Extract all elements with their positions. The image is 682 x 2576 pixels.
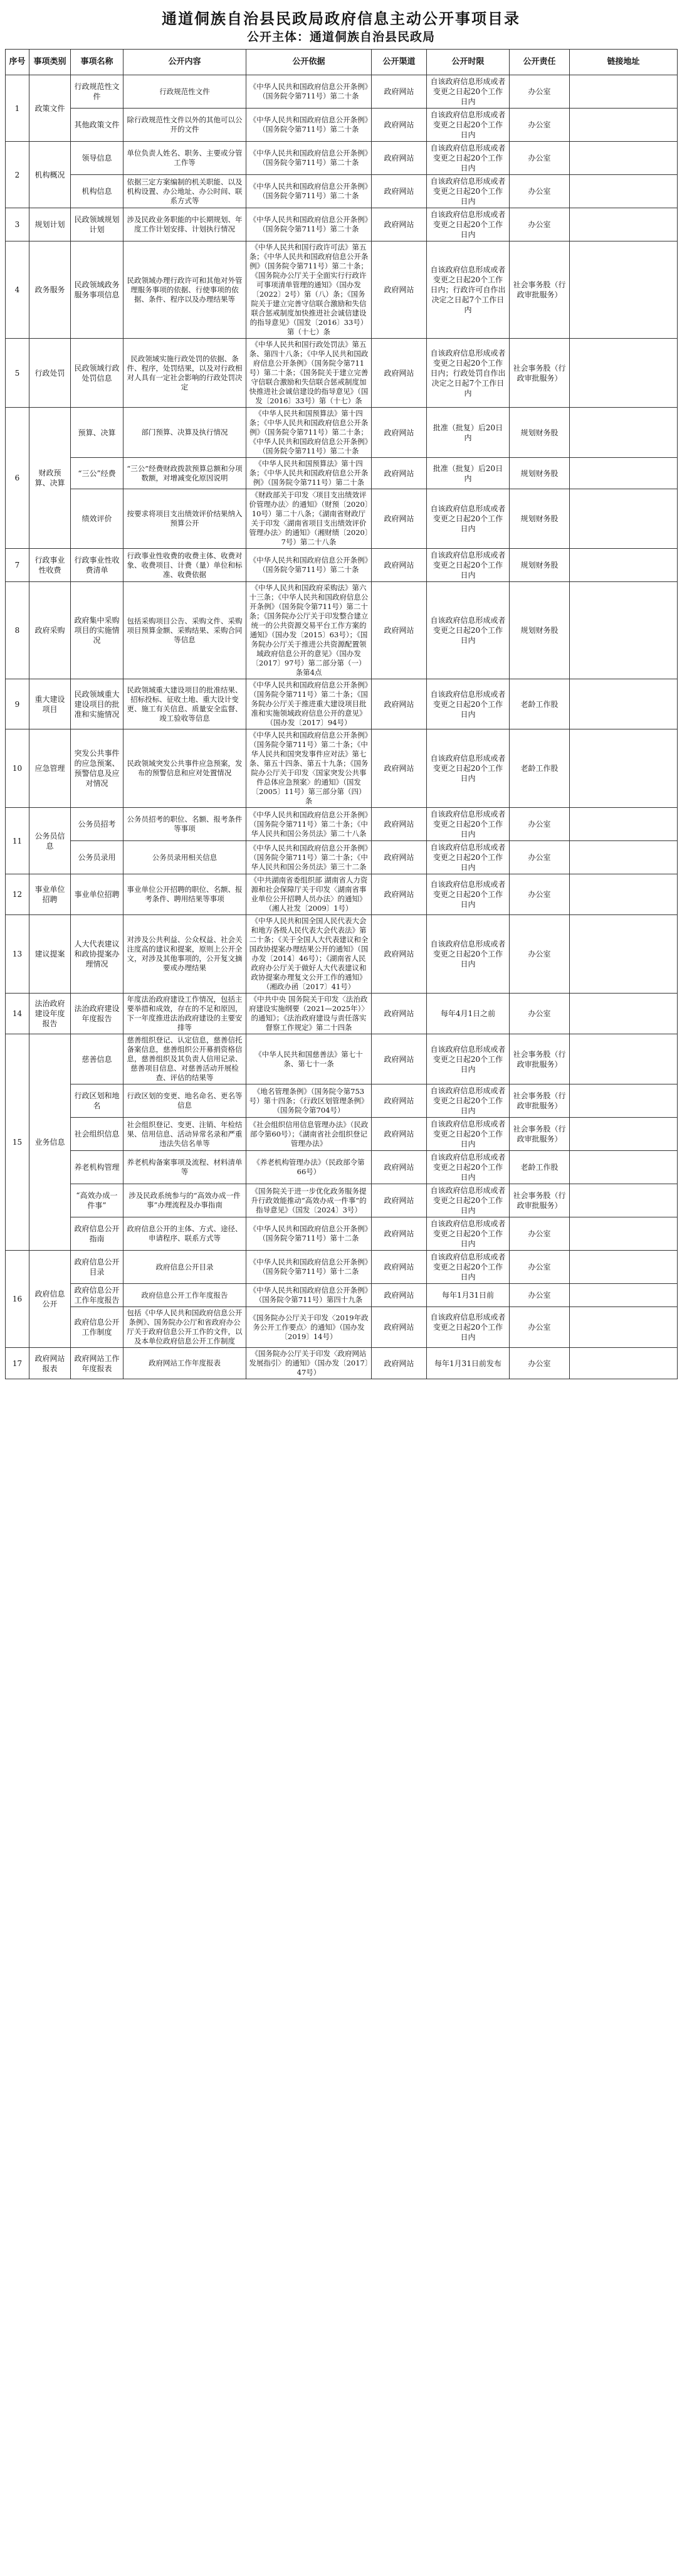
cell-channel: 政府网站	[372, 1348, 427, 1379]
cell-link[interactable]	[570, 1307, 678, 1348]
cell-basis: 《中华人民共和国政府信息公开条例》（国务院令第711号）第二十条	[246, 175, 372, 208]
cell-responsible: 规划财务股	[510, 549, 570, 582]
cell-channel: 政府网站	[372, 1151, 427, 1184]
header-channel: 公开渠道	[372, 50, 427, 75]
cell-content: 部门预算、决算及执行情况	[123, 408, 246, 458]
cell-channel: 政府网站	[372, 1217, 427, 1251]
header-link: 链接地址	[570, 50, 678, 75]
table-row	[6, 175, 678, 208]
cell-channel: 政府网站	[372, 241, 427, 339]
cell-link[interactable]	[570, 489, 678, 549]
cell-link[interactable]	[570, 808, 678, 841]
cell-timelimit: 每年1月31日前	[427, 1284, 510, 1307]
cell-content: 包括《中华人民共和国政府信息公开条例》、国务院办公厅和省政府办公厅关于政府信息公开工作的文件，以及本单位政府信息公开工作制度	[123, 1307, 246, 1348]
cell-timelimit: 自该政府信息形成或者变更之日起20个工作日内	[427, 1151, 510, 1184]
cell-category: 事业单位招聘	[29, 874, 71, 915]
cell-responsible: 社会事务股（行政审批服务）	[510, 1118, 570, 1151]
cell-channel: 政府网站	[372, 1084, 427, 1118]
cell-content: “三公”经费财政拨款预算总额和分项数额，对增减变化原因说明	[123, 458, 246, 489]
cell-category: 行政事业性收费	[29, 549, 71, 582]
cell-basis: 《中华人民共和国行政许可法》第五条；《中华人民共和国政府信息公开条例》（国务院令第711号）第二十条；《国务院办公厅关于全面实行行政许可事项清单管理的通知》（国办发〔2022〕2号）第（八）条；《国务院关于建立完善守信联合激励和失信联合惩戒制度加快推进社会诚信建设的指导意见》（国发〔2016〕33号）第（十七）条	[246, 241, 372, 339]
cell-seq: 1	[6, 75, 29, 142]
cell-responsible: 规划财务股	[510, 489, 570, 549]
cell-responsible: 办公室	[510, 994, 570, 1034]
cell-timelimit: 每年4月1日之前	[427, 994, 510, 1034]
cell-seq: 12	[6, 874, 29, 915]
table-row	[6, 208, 678, 241]
cell-timelimit: 自该政府信息形成或者变更之日起20个工作日内	[427, 679, 510, 729]
cell-responsible: 办公室	[510, 175, 570, 208]
table-row	[6, 1251, 678, 1284]
cell-link[interactable]	[570, 1217, 678, 1251]
cell-basis: 《国务院办公厅关于印发〈政府网站发展指引〉的通知》（国办发〔2017〕47号）	[246, 1348, 372, 1379]
table-row	[6, 1118, 678, 1151]
cell-link[interactable]	[570, 1251, 678, 1284]
table-row	[6, 1284, 678, 1307]
cell-link[interactable]	[570, 142, 678, 175]
cell-content: 政府信息公开目录	[123, 1251, 246, 1284]
cell-basis: 《中华人民共和国政府信息公开条例》（国务院令第711号）第十二条	[246, 1217, 372, 1251]
disclosure-table	[5, 49, 678, 1379]
cell-item: 民政领域规划计划	[71, 208, 123, 241]
cell-link[interactable]	[570, 75, 678, 109]
cell-category: 政务服务	[29, 241, 71, 339]
cell-item: “高效办成一件事”	[71, 1184, 123, 1217]
cell-channel: 政府网站	[372, 142, 427, 175]
cell-channel: 政府网站	[372, 109, 427, 142]
cell-item: 政府信息公开工作年度报告	[71, 1284, 123, 1307]
cell-seq: 15	[6, 1034, 29, 1251]
cell-responsible: 社会事务股（行政审批服务）	[510, 1184, 570, 1217]
table-row	[6, 489, 678, 549]
cell-content: 民政领域重大建设项目的批准结果、招标投标、征收土地、重大设计变更、施工有关信息、质量安全监督、竣工验收等信息	[123, 679, 246, 729]
cell-item: 公务员录用	[71, 841, 123, 874]
cell-item: “三公”经费	[71, 458, 123, 489]
cell-channel: 政府网站	[372, 874, 427, 915]
table-row	[6, 729, 678, 808]
cell-item: 行政区划和地名	[71, 1084, 123, 1118]
cell-item: 慈善信息	[71, 1034, 123, 1084]
cell-content: 除行政规范性文件以外的其他可以公开的文件	[123, 109, 246, 142]
cell-timelimit: 自该政府信息形成或者变更之日起20个工作日内	[427, 1307, 510, 1348]
cell-responsible: 办公室	[510, 1307, 570, 1348]
cell-timelimit: 自该政府信息形成或者变更之日起20个工作日内	[427, 489, 510, 549]
cell-content: 养老机构备案事项及流程、材料清单等	[123, 1151, 246, 1184]
cell-link[interactable]	[570, 241, 678, 339]
cell-category: 法治政府建设年度报告	[29, 994, 71, 1034]
cell-responsible: 老龄工作股	[510, 679, 570, 729]
cell-seq: 10	[6, 729, 29, 808]
cell-item: 其他政策文件	[71, 109, 123, 142]
cell-channel: 政府网站	[372, 1118, 427, 1151]
cell-content: 事业单位公开招聘的职位、名额、报考条件、聘用结果等事项	[123, 874, 246, 915]
cell-seq: 3	[6, 208, 29, 241]
cell-basis: 《中华人民共和国预算法》第十四条；《中华人民共和国政府信息公开条例》（国务院令第711号）第二十条；《中华人民共和国政府信息公开条例》（国务院令第711号）第二十条	[246, 408, 372, 458]
cell-item: 养老机构管理	[71, 1151, 123, 1184]
cell-responsible: 老龄工作股	[510, 1151, 570, 1184]
cell-channel: 政府网站	[372, 458, 427, 489]
cell-basis: 《财政部关于印发〈项目支出绩效评价管理办法〉的通知》（财预〔2020〕10号）第二十八条；《湖南省财政厅关于印发〈湖南省项目支出绩效评价管理办法〉的通知》（湘财绩〔2020〕7号）第二十八条	[246, 489, 372, 549]
cell-responsible: 办公室	[510, 109, 570, 142]
cell-responsible: 社会事务股（行政审批服务）	[510, 241, 570, 339]
header-item: 事项名称	[71, 50, 123, 75]
cell-channel: 政府网站	[372, 1184, 427, 1217]
cell-basis: 《中华人民共和国政府信息公开条例》（国务院令第711号）第二十条	[246, 109, 372, 142]
cell-link[interactable]	[570, 874, 678, 915]
cell-channel: 政府网站	[372, 808, 427, 841]
cell-seq: 8	[6, 582, 29, 679]
table-row	[6, 841, 678, 874]
cell-item: 民政领域行政处罚信息	[71, 339, 123, 408]
cell-seq: 7	[6, 549, 29, 582]
cell-category: 政府信息公开	[29, 1251, 71, 1348]
cell-content: 行政规范性文件	[123, 75, 246, 109]
cell-channel: 政府网站	[372, 489, 427, 549]
cell-content: 政府信息公开的主体、方式、途径、申请程序、联系方式等	[123, 1217, 246, 1251]
cell-responsible: 办公室	[510, 1284, 570, 1307]
cell-item: 社会组织信息	[71, 1118, 123, 1151]
cell-link[interactable]	[570, 1348, 678, 1379]
cell-item: 法治政府建设年度报告	[71, 994, 123, 1034]
cell-content: 单位负责人姓名、职务、主要或分管工作等	[123, 142, 246, 175]
cell-timelimit: 自该政府信息形成或者变更之日起20个工作日内	[427, 841, 510, 874]
table-row	[6, 109, 678, 142]
cell-basis: 《中共湖南省委组织部 湖南省人力资源和社会保障厅关于印发〈湖南省事业单位公开招聘人员办法〉的通知》（湘人社发〔2009〕1号）	[246, 874, 372, 915]
cell-responsible: 办公室	[510, 1251, 570, 1284]
cell-timelimit: 自该政府信息形成或者变更之日起20个工作日内	[427, 1118, 510, 1151]
cell-responsible: 社会事务股（行政审批服务）	[510, 1084, 570, 1118]
cell-basis: 《中华人民共和国政府采购法》第六十三条；《中华人民共和国政府信息公开条例》（国务院令第711号）第二十条；《国务院办公厅关于印发整合建立统一的公共资源交易平台工作方案的通知》（国办发〔2015〕63号）；《国务院办公厅关于推进公共资源配置领域政府信息公开的意见》（国办发〔2017〕97号）第二部分第（一）条第4点	[246, 582, 372, 679]
cell-timelimit: 自该政府信息形成或者变更之日起20个工作日内	[427, 808, 510, 841]
cell-content: 行政区划的变更、地名命名、更名等信息	[123, 1084, 246, 1118]
cell-content: 慈善组织登记、认定信息，慈善信托备案信息，慈善组织公开募捐资格信息，慈善组织及其负责人信用记录、慈善项目信息、对慈善活动开展检查、评估的结果等	[123, 1034, 246, 1084]
table-row	[6, 808, 678, 841]
table-header-row	[6, 50, 678, 75]
document-subtitle: 公开主体：通道侗族自治县民政局	[246, 30, 435, 44]
cell-link[interactable]	[570, 549, 678, 582]
cell-content: 涉及民政系统参与的“高效办成一件事”办理流程及办事指南	[123, 1184, 246, 1217]
cell-content: 民政领域实施行政处罚的依据、条件、程序，处罚结果，以及对行政相对人具有一定社会影响的行政处罚决定	[123, 339, 246, 408]
cell-timelimit: 批准（批复）后20日内	[427, 458, 510, 489]
table-body	[6, 75, 678, 1379]
table-row	[6, 458, 678, 489]
cell-item: 领导信息	[71, 142, 123, 175]
cell-basis: 《中华人民共和国政府信息公开条例》（国务院令第711号）第二十条	[246, 208, 372, 241]
cell-responsible: 办公室	[510, 841, 570, 874]
cell-item: 绩效评价	[71, 489, 123, 549]
cell-item: 政府信息公开工作制度	[71, 1307, 123, 1348]
cell-timelimit: 自该政府信息形成或者变更之日起20个工作日内；行政处罚自作出决定之日起7个工作日内	[427, 339, 510, 408]
cell-link[interactable]	[570, 339, 678, 408]
cell-link[interactable]	[570, 408, 678, 458]
cell-item: 突发公共事件的应急预案、预警信息及应对情况	[71, 729, 123, 808]
cell-basis: 《中华人民共和国预算法》第十四条；《中华人民共和国政府信息公开条例》（国务院令第711号）第二十条	[246, 458, 372, 489]
cell-basis: 《中华人民共和国政府信息公开条例》（国务院令第711号）第二十条；《中华人民共和国公务员法》第二十八条	[246, 808, 372, 841]
cell-item: 事业单位招聘	[71, 874, 123, 915]
cell-responsible: 办公室	[510, 808, 570, 841]
cell-item: 政府网站工作年度报表	[71, 1348, 123, 1379]
cell-timelimit: 自该政府信息形成或者变更之日起20个工作日内	[427, 75, 510, 109]
table-row	[6, 339, 678, 408]
cell-link[interactable]	[570, 679, 678, 729]
cell-category: 业务信息	[29, 1034, 71, 1251]
cell-channel: 政府网站	[372, 1034, 427, 1084]
cell-content: 民政领域办理行政许可和其他对外管理服务事项的依据、行使事项的依据、条件、程序以及办理结果等	[123, 241, 246, 339]
table-row	[6, 915, 678, 994]
cell-category: 政府网站报表	[29, 1348, 71, 1379]
cell-channel: 政府网站	[372, 1251, 427, 1284]
cell-basis: 《国务院关于进一步优化政务服务提升行政效能推动“高效办成一件事”的指导意见》（国发〔2024〕3号）	[246, 1184, 372, 1217]
cell-seq: 2	[6, 142, 29, 208]
cell-channel: 政府网站	[372, 175, 427, 208]
cell-responsible: 办公室	[510, 142, 570, 175]
cell-item: 民政领域重大建设项目的批准和实施情况	[71, 679, 123, 729]
cell-basis: 《中华人民共和国政府信息公开条例》（国务院令第711号）第二十条	[246, 142, 372, 175]
cell-channel: 政府网站	[372, 582, 427, 679]
cell-timelimit: 自该政府信息形成或者变更之日起20个工作日内	[427, 142, 510, 175]
cell-link[interactable]	[570, 1184, 678, 1217]
cell-responsible: 老龄工作股	[510, 729, 570, 808]
cell-seq: 6	[6, 408, 29, 549]
cell-item: 预算、决算	[71, 408, 123, 458]
table-row	[6, 1348, 678, 1379]
cell-channel: 政府网站	[372, 208, 427, 241]
cell-content: 依据三定方案编制的机关职能、以及机构设置、办公地址、办公时间、联系方式等	[123, 175, 246, 208]
cell-item: 政府集中采购项目的实施情况	[71, 582, 123, 679]
cell-responsible: 办公室	[510, 208, 570, 241]
cell-responsible: 规划财务股	[510, 458, 570, 489]
cell-channel: 政府网站	[372, 1307, 427, 1348]
header-basis: 公开依据	[246, 50, 372, 75]
cell-content: 包括采购项目公告、采购文件、采购项目预算金额、采购结果、采购合同等信息	[123, 582, 246, 679]
cell-item: 政府信息公开目录	[71, 1251, 123, 1284]
cell-content: 公务员录用相关信息	[123, 841, 246, 874]
table-row	[6, 549, 678, 582]
cell-timelimit: 自该政府信息形成或者变更之日起20个工作日内	[427, 582, 510, 679]
cell-basis: 《中华人民共和国慈善法》第七十条、第七十一条	[246, 1034, 372, 1084]
cell-item: 机构信息	[71, 175, 123, 208]
cell-link[interactable]	[570, 1118, 678, 1151]
cell-link[interactable]	[570, 175, 678, 208]
cell-responsible: 办公室	[510, 1348, 570, 1379]
cell-link[interactable]	[570, 1084, 678, 1118]
cell-link[interactable]	[570, 1034, 678, 1084]
cell-responsible: 办公室	[510, 1217, 570, 1251]
cell-content: 公务员招考的职位、名额、报考条件等事项	[123, 808, 246, 841]
table-row	[6, 1084, 678, 1118]
table-row	[6, 142, 678, 175]
cell-link[interactable]	[570, 1284, 678, 1307]
cell-timelimit: 批准（批复）后20日内	[427, 408, 510, 458]
cell-item: 政府信息公开指南	[71, 1217, 123, 1251]
cell-content: 政府信息公开工作年度报告	[123, 1284, 246, 1307]
cell-channel: 政府网站	[372, 339, 427, 408]
cell-content: 政府网站工作年度报表	[123, 1348, 246, 1379]
cell-basis: 《养老机构管理办法》（民政部令第66号）	[246, 1151, 372, 1184]
cell-timelimit: 自该政府信息形成或者变更之日起20个工作日内	[427, 1084, 510, 1118]
cell-item: 民政领域政务服务事项信息	[71, 241, 123, 339]
cell-channel: 政府网站	[372, 1284, 427, 1307]
document-page	[5, 0, 677, 1379]
cell-basis: 《中华人民共和国政府信息公开条例》（国务院令第711号）第十二条	[246, 1251, 372, 1284]
cell-category: 公务员信息	[29, 808, 71, 874]
table-row	[6, 582, 678, 679]
table-row	[6, 241, 678, 339]
cell-category: 行政处罚	[29, 339, 71, 408]
cell-channel: 政府网站	[372, 841, 427, 874]
header-timelimit: 公开时限	[427, 50, 510, 75]
cell-timelimit: 自该政府信息形成或者变更之日起20个工作日内	[427, 109, 510, 142]
cell-basis: 《地名管理条例》（国务院令第753号）第十四条；《行政区划管理条例》（国务院令第704号）	[246, 1084, 372, 1118]
cell-content: 对涉及公共利益、公众权益、社会关注度高的建议和提案，原则上公开全文，对涉及其他事项的，公开复文摘要或办理结果	[123, 915, 246, 994]
cell-seq: 16	[6, 1251, 29, 1348]
cell-seq: 11	[6, 808, 29, 874]
table-row	[6, 408, 678, 458]
cell-basis: 《社会组织信用信息管理办法》（民政部令第60号）；《湖南省社会组织登记管理办法》	[246, 1118, 372, 1151]
cell-timelimit: 自该政府信息形成或者变更之日起20个工作日内	[427, 1034, 510, 1084]
cell-seq: 9	[6, 679, 29, 729]
cell-link[interactable]	[570, 458, 678, 489]
cell-category: 政策文件	[29, 75, 71, 142]
cell-seq: 17	[6, 1348, 29, 1379]
cell-link[interactable]	[570, 1151, 678, 1184]
cell-timelimit: 自该政府信息形成或者变更之日起20个工作日内	[427, 208, 510, 241]
table-row	[6, 994, 678, 1034]
cell-item: 人大代表建议和政协提案办理情况	[71, 915, 123, 994]
cell-link[interactable]	[570, 915, 678, 994]
cell-link[interactable]	[570, 208, 678, 241]
cell-basis: 《中华人民共和国全国人民代表大会和地方各级人民代表大会代表法》第二十条；《关于全国人大代表建议和全国政协提案办理结果公开的通知》（国办发〔2014〕46号）；《湖南省人民政府办公厅关于做好人大代表建议和政协提案办理复文公开工作的通知》（湘政办函〔2017〕41号）	[246, 915, 372, 994]
table-row	[6, 75, 678, 109]
cell-responsible: 社会事务股（行政审批服务）	[510, 339, 570, 408]
cell-category: 重大建设项目	[29, 679, 71, 729]
table-row	[6, 874, 678, 915]
cell-responsible: 社会事务股（行政审批服务）	[510, 1034, 570, 1084]
cell-link[interactable]	[570, 729, 678, 808]
cell-basis: 《中华人民共和国政府信息公开条例》（国务院令第711号）第二十条；《国务院办公厅关于推进重大建设项目批准和实施领域政府信息公开的意见》（国办发〔2017〕94号）	[246, 679, 372, 729]
cell-item: 公务员招考	[71, 808, 123, 841]
cell-link[interactable]	[570, 841, 678, 874]
cell-basis: 《中华人民共和国政府信息公开条例》（国务院令第711号）第二十条；《中华人民共和国公务员法》第三十二条	[246, 841, 372, 874]
cell-timelimit: 自该政府信息形成或者变更之日起20个工作日内；行政许可自作出决定之日起7个工作日内	[427, 241, 510, 339]
cell-channel: 政府网站	[372, 75, 427, 109]
cell-seq: 13	[6, 915, 29, 994]
cell-channel: 政府网站	[372, 915, 427, 994]
cell-basis: 《中共中央 国务院关于印发〈法治政府建设实施纲要（2021—2025年）〉的通知》；《法治政府建设与责任落实督察工作规定》第二十四条	[246, 994, 372, 1034]
cell-timelimit: 自该政府信息形成或者变更之日起20个工作日内	[427, 915, 510, 994]
cell-content: 涉及民政业务职能的中长期规划、年度工作计划安排、计划执行情况	[123, 208, 246, 241]
cell-seq: 4	[6, 241, 29, 339]
cell-content: 社会组织登记、变更、注销、年检结果、信用信息、活动异常名录和严重违法失信名单等	[123, 1118, 246, 1151]
cell-link[interactable]	[570, 582, 678, 679]
cell-category: 机构概况	[29, 142, 71, 208]
cell-category: 政府采购	[29, 582, 71, 679]
cell-timelimit: 自该政府信息形成或者变更之日起20个工作日内	[427, 1184, 510, 1217]
cell-responsible: 规划财务股	[510, 408, 570, 458]
cell-item: 行政事业性收费清单	[71, 549, 123, 582]
cell-content: 民政领域突发公共事件应急预案，发布的预警信息和应对处置情况	[123, 729, 246, 808]
cell-basis: 《国务院办公厅关于印发〈2019年政务公开工作要点〉的通知》（国办发〔2019〕14号）	[246, 1307, 372, 1348]
cell-basis: 《中华人民共和国政府信息公开条例》（国务院令第711号）第二十条	[246, 549, 372, 582]
cell-responsible: 规划财务股	[510, 582, 570, 679]
cell-timelimit: 自该政府信息形成或者变更之日起20个工作日内	[427, 549, 510, 582]
cell-link[interactable]	[570, 994, 678, 1034]
header-seq: 序号	[6, 50, 29, 75]
cell-channel: 政府网站	[372, 408, 427, 458]
table-row	[6, 1034, 678, 1084]
cell-category: 建议提案	[29, 915, 71, 994]
cell-content: 年度法治政府建设工作情况，包括主要举措和成效，存在的不足和原因，下一年度推进法治政府建设的主要安排等	[123, 994, 246, 1034]
cell-category: 应急管理	[29, 729, 71, 808]
cell-timelimit: 自该政府信息形成或者变更之日起20个工作日内	[427, 729, 510, 808]
cell-timelimit: 自该政府信息形成或者变更之日起20个工作日内	[427, 874, 510, 915]
table-row	[6, 679, 678, 729]
cell-basis: 《中华人民共和国政府信息公开条例》（国务院令第711号）第二十条	[246, 75, 372, 109]
table-row	[6, 1184, 678, 1217]
cell-responsible: 办公室	[510, 75, 570, 109]
cell-responsible: 办公室	[510, 915, 570, 994]
header-content: 公开内容	[123, 50, 246, 75]
cell-basis: 《中华人民共和国行政处罚法》第五条、第四十八条；《中华人民共和国政府信息公开条例》（国务院令第711号）第二十条；《国务院关于建立完善守信联合激励和失信联合惩戒制度加快推进社会诚信建设的指导意见》（国发〔2016〕33号）第（十七）条	[246, 339, 372, 408]
table-row	[6, 1307, 678, 1348]
cell-channel: 政府网站	[372, 679, 427, 729]
cell-timelimit: 自该政府信息形成或者变更之日起20个工作日内	[427, 175, 510, 208]
cell-channel: 政府网站	[372, 549, 427, 582]
cell-item: 行政规范性文件	[71, 75, 123, 109]
cell-seq: 14	[6, 994, 29, 1034]
cell-timelimit: 自该政府信息形成或者变更之日起20个工作日内	[427, 1217, 510, 1251]
cell-responsible: 办公室	[510, 874, 570, 915]
header-category: 事项类别	[29, 50, 71, 75]
cell-content: 按要求将项目支出绩效评价结果纳入预算公开	[123, 489, 246, 549]
table-row	[6, 1217, 678, 1251]
cell-timelimit: 每年1月31日前发布	[427, 1348, 510, 1379]
table-row	[6, 1151, 678, 1184]
cell-category: 规划计划	[29, 208, 71, 241]
cell-link[interactable]	[570, 109, 678, 142]
cell-basis: 《中华人民共和国政府信息公开条例》（国务院令第711号）第四十九条	[246, 1284, 372, 1307]
header-responsible: 公开责任	[510, 50, 570, 75]
document-title: 通道侗族自治县民政局政府信息主动公开事项目录	[162, 9, 520, 28]
cell-content: 行政事业性收费的收费主体、收费对象、收费项目、计费（量）单位和标准、收费依据	[123, 549, 246, 582]
cell-category: 财政预算、决算	[29, 408, 71, 549]
cell-timelimit: 自该政府信息形成或者变更之日起20个工作日内	[427, 1251, 510, 1284]
cell-seq: 5	[6, 339, 29, 408]
cell-channel: 政府网站	[372, 729, 427, 808]
cell-channel: 政府网站	[372, 994, 427, 1034]
cell-basis: 《中华人民共和国政府信息公开条例》（国务院令第711号）第二十条；《中华人民共和国突发事件应对法》第七条、第五十四条、第五十九条；《国务院办公厅关于印发〈国家突发公共事件总体应急预案〉的通知》（国发〔2005〕11号）第三部分第（四）条	[246, 729, 372, 808]
